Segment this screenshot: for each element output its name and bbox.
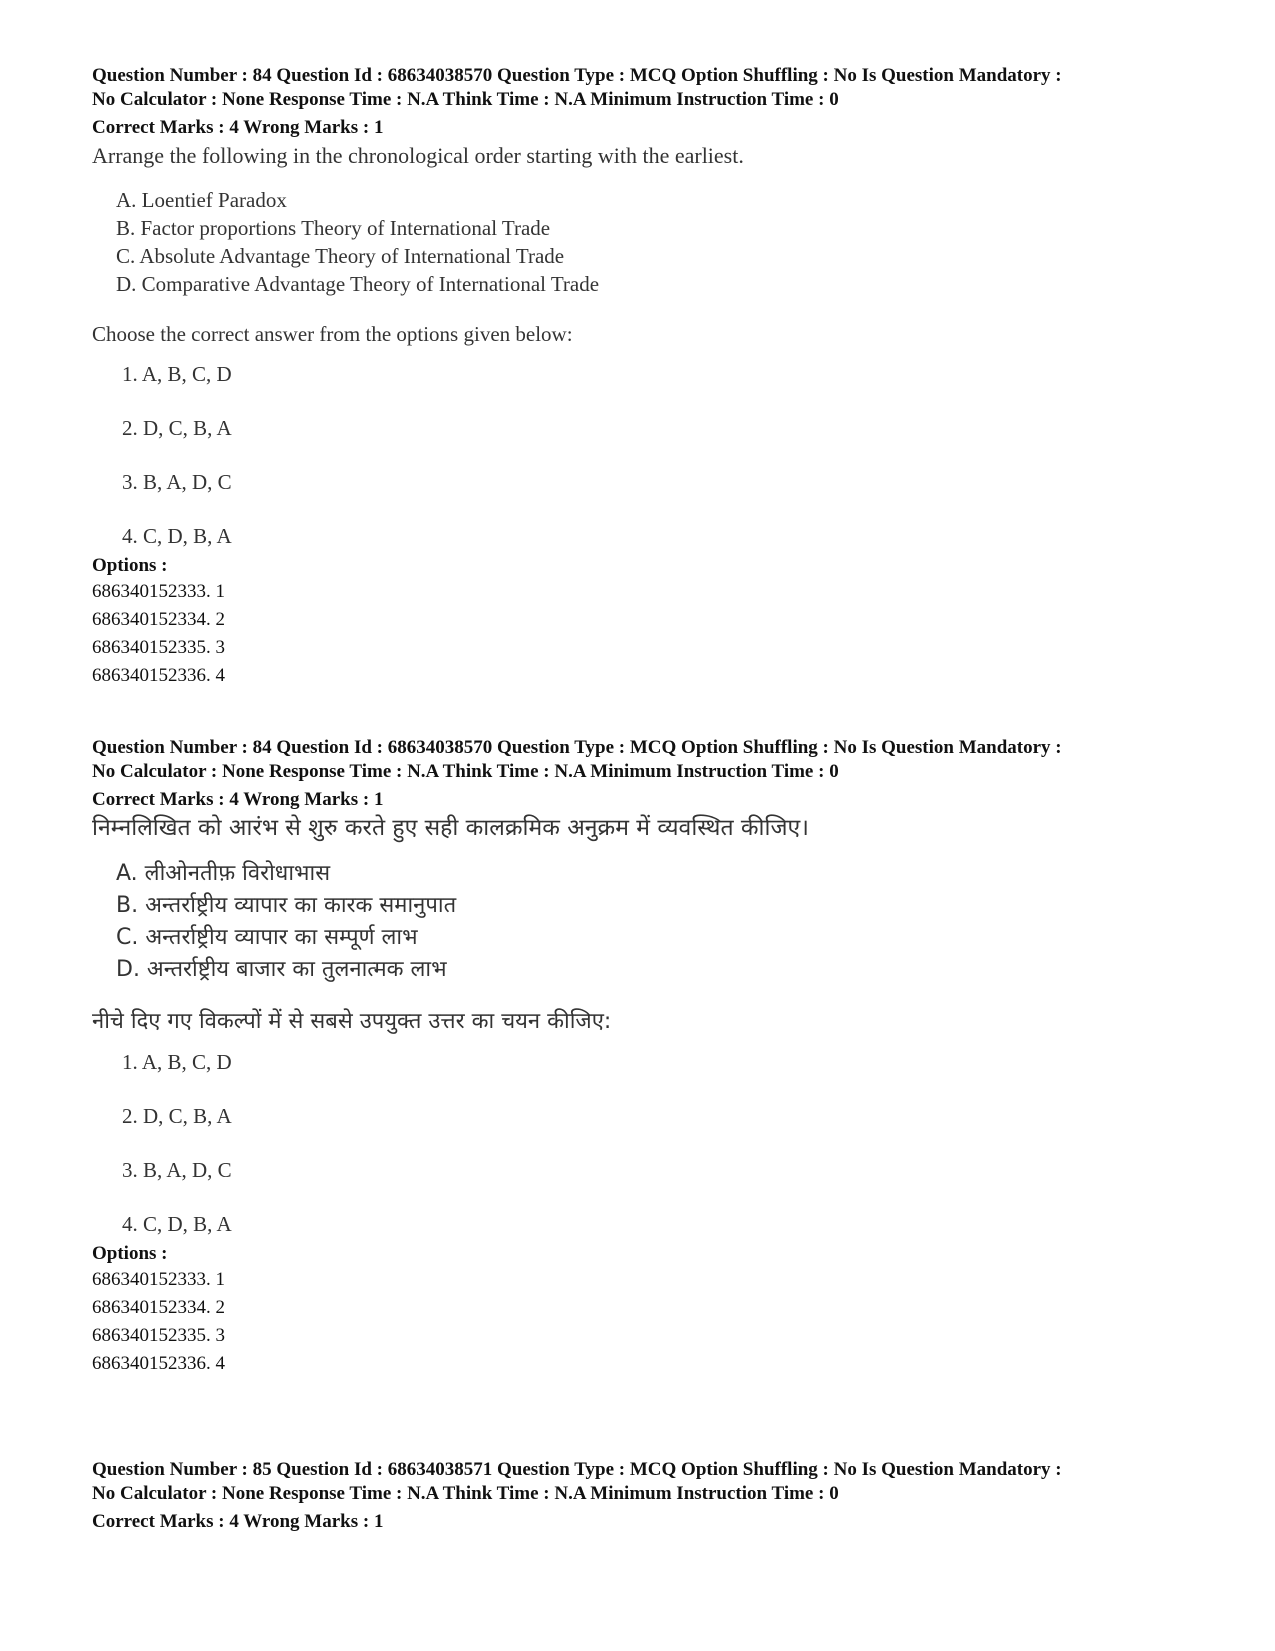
options-label: Options : (92, 555, 168, 576)
statement-item: D. Comparative Advantage Theory of International Trade (116, 272, 600, 296)
question-meta-line1: Question Number : 84 Question Id : 68634038570 Question Type : MCQ Option Shuffling : No Is Question Mandatory : (92, 737, 1062, 758)
statement-list (92, 858, 1202, 986)
statement-item: C. अन्तर्राष्ट्रीय व्यापार का सम्पूर्ण लाभ (116, 925, 418, 950)
question-text: निम्नलिखित को आरंभ से शुरु करते हुए सही कालक्रमिक अनुक्रम में व्यवस्थित कीजिए। (92, 815, 809, 841)
question-84-hindi (92, 736, 1202, 1378)
option-id: 686340152336. 4 (92, 665, 225, 686)
statement-item: B. Factor proportions Theory of International Trade (116, 216, 551, 240)
statement-item: D. अन्तर्राष्ट्रीय बाजार का तुलनात्मक लाभ (116, 957, 447, 982)
answer-choice: 1. A, B, C, D (122, 362, 232, 386)
question-meta-line2: No Calculator : None Response Time : N.A Think Time : N.A Minimum Instruction Time : 0 (92, 1483, 839, 1504)
choose-instruction: Choose the correct answer from the options given below: (92, 322, 573, 346)
option-id: 686340152334. 2 (92, 1297, 225, 1318)
answer-choice: 4. C, D, B, A (122, 524, 232, 548)
option-id: 686340152333. 1 (92, 1269, 225, 1290)
question-meta-line2: No Calculator : None Response Time : N.A Think Time : N.A Minimum Instruction Time : 0 (92, 761, 839, 782)
answer-choice: 3. B, A, D, C (122, 470, 232, 494)
statement-list (92, 186, 1202, 298)
answer-choice: 2. D, C, B, A (122, 1104, 232, 1128)
options-label: Options : (92, 1243, 168, 1264)
answer-list (92, 1048, 1202, 1238)
answer-choice: 4. C, D, B, A (122, 1212, 232, 1236)
option-id: 686340152333. 1 (92, 581, 225, 602)
question-text: Arrange the following in the chronological order starting with the earliest. (92, 143, 744, 168)
answer-choice: 2. D, C, B, A (122, 416, 232, 440)
question-meta-line2: No Calculator : None Response Time : N.A Think Time : N.A Minimum Instruction Time : 0 (92, 89, 839, 110)
question-84-english (92, 64, 1202, 690)
option-id: 686340152334. 2 (92, 609, 225, 630)
statement-item: B. अन्तर्राष्ट्रीय व्यापार का कारक समानुपात (116, 893, 457, 918)
choose-instruction: नीचे दिए गए विकल्पों में से सबसे उपयुक्त उत्तर का चयन कीजिए: (92, 1009, 612, 1034)
question-meta-line1: Question Number : 85 Question Id : 68634038571 Question Type : MCQ Option Shuffling : No Is Question Mandatory : (92, 1459, 1062, 1480)
answer-list (92, 360, 1202, 550)
answer-choice: 3. B, A, D, C (122, 1158, 232, 1182)
marks-line: Correct Marks : 4 Wrong Marks : 1 (92, 789, 384, 810)
statement-item: C. Absolute Advantage Theory of International Trade (116, 244, 565, 268)
statement-item: A. Loentief Paradox (116, 188, 287, 212)
marks-line: Correct Marks : 4 Wrong Marks : 1 (92, 1511, 384, 1532)
marks-line: Correct Marks : 4 Wrong Marks : 1 (92, 117, 384, 138)
option-id: 686340152336. 4 (92, 1353, 225, 1374)
question-85 (92, 1458, 1202, 1534)
option-id: 686340152335. 3 (92, 1325, 225, 1346)
question-meta-line1: Question Number : 84 Question Id : 68634038570 Question Type : MCQ Option Shuffling : No Is Question Mandatory : (92, 65, 1062, 86)
option-id: 686340152335. 3 (92, 637, 225, 658)
statement-item: A. लीओनतीफ़ विरोधाभास (116, 861, 331, 886)
answer-choice: 1. A, B, C, D (122, 1050, 232, 1074)
